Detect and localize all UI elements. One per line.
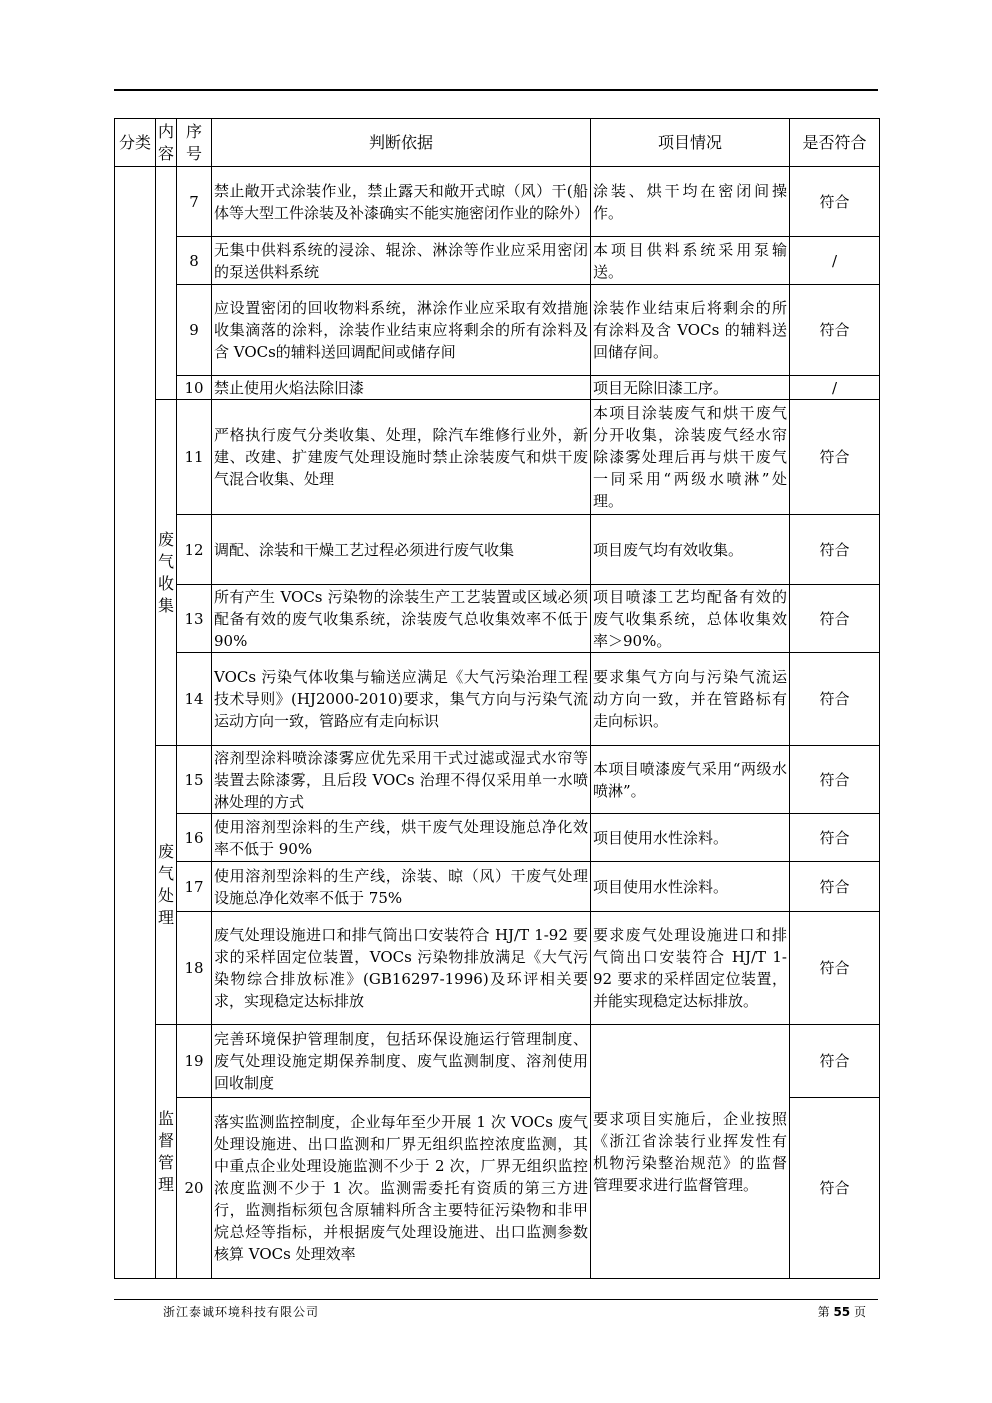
table-row [115, 400, 880, 515]
seq-cell: 11 [177, 400, 212, 515]
situation-cell: 要求废气处理设施进口和排气筒出口安装符合 HJ/T 1-92 要求的采样固定位装置，并能实现稳定达标排放。 [591, 912, 790, 1025]
header-situation: 项目情况 [591, 119, 790, 167]
situation-cell: 项目使用水性涂料。 [591, 862, 790, 912]
table-row [115, 653, 880, 746]
table-row [115, 167, 880, 237]
seq-cell: 7 [177, 167, 212, 237]
basis-cell: 禁止使用火焰法除旧漆 [212, 376, 591, 400]
result-cell: / [790, 237, 880, 285]
category-cell [115, 167, 156, 1279]
situation-cell: 本项目涂装废气和烘干废气分开收集，涂装废气经水帘除漆雾处理后再与烘干废气一同采用“两级水喷淋”处理。 [591, 400, 790, 515]
content-cell-group1 [156, 167, 177, 400]
basis-cell: 废气处理设施进口和排气筒出口安装符合 HJ/T 1-92 要求的采样固定位装置，VOCs 污染物排放满足《大气污染物综合排放标准》(GB16297-1996)及环评相关要求，实现稳定达标排放 [212, 912, 591, 1025]
basis-cell: 应设置密闭的回收物料系统，淋涂作业应采取有效措施收集滴落的涂料，涂装作业结束应将剩余的所有涂料及含 VOCs的辅料送回调配间或储存间 [212, 285, 591, 376]
footer-page-number [818, 1303, 866, 1320]
table-row [115, 814, 880, 862]
result-cell: 符合 [790, 515, 880, 585]
seq-cell: 14 [177, 653, 212, 746]
basis-cell: 严格执行废气分类收集、处理，除汽车维修行业外，新建、改建、扩建废气处理设施时禁止涂装废气和烘干废气混合收集、处理 [212, 400, 591, 515]
compliance-table [114, 118, 880, 1279]
basis-cell: VOCs 污染气体收集与输送应满足《大气污染治理工程技术导则》(HJ2000-2010)要求，集气方向与污染气流运动方向一致，管路应有走向标识 [212, 653, 591, 746]
content-cell-supervision: 监督管理 [156, 1025, 177, 1279]
table-row [115, 862, 880, 912]
header-seq: 序号 [177, 119, 212, 167]
seq-cell: 15 [177, 746, 212, 814]
situation-cell: 项目使用水性涂料。 [591, 814, 790, 862]
table-row [115, 515, 880, 585]
table-row [115, 376, 880, 400]
header-rule [114, 89, 878, 91]
result-cell: 符合 [790, 167, 880, 237]
result-cell: 符合 [790, 912, 880, 1025]
result-cell: 符合 [790, 285, 880, 376]
basis-cell: 无集中供料系统的浸涂、辊涂、淋涂等作业应采用密闭的泵送供料系统 [212, 237, 591, 285]
situation-cell: 本项目喷漆废气采用“两级水喷淋”。 [591, 746, 790, 814]
table-row [115, 237, 880, 285]
footer-rule [114, 1299, 878, 1300]
content-cell-exhaust-collection: 废气收集 [156, 400, 177, 746]
page-suffix: 页 [853, 1305, 866, 1319]
basis-cell: 落实监测监控制度，企业每年至少开展 1 次 VOCs 废气处理设施进、出口监测和厂界无组织监控浓度监测，其中重点企业处理设施监测不少于 2 次，厂界无组织监控浓度监测不少于 1 次。监测需委托有资质的第三方进行，监测指标须包含原辅料所含主要特征污染物和非甲烷总烃等指标，并根据废气处理设施进、出口监测参数核算 VOCs 处理效率 [212, 1098, 591, 1279]
seq-cell: 17 [177, 862, 212, 912]
result-cell: 符合 [790, 1098, 880, 1279]
seq-cell: 10 [177, 376, 212, 400]
result-cell: 符合 [790, 1025, 880, 1098]
table-row [115, 1025, 880, 1098]
page-number: 55 [833, 1305, 851, 1319]
situation-cell: 项目喷漆工艺均配备有效的废气收集系统，总体收集效率＞90%。 [591, 585, 790, 653]
table-row [115, 585, 880, 653]
result-cell: 符合 [790, 746, 880, 814]
seq-cell: 20 [177, 1098, 212, 1279]
basis-cell: 使用溶剂型涂料的生产线，烘干废气处理设施总净化效率不低于 90% [212, 814, 591, 862]
basis-cell: 调配、涂装和干燥工艺过程必须进行废气收集 [212, 515, 591, 585]
situation-cell: 项目无除旧漆工序。 [591, 376, 790, 400]
situation-cell: 项目废气均有效收集。 [591, 515, 790, 585]
situation-cell-shared: 要求项目实施后，企业按照《浙江省涂装行业挥发性有机物污染整治规范》的监督管理要求进行监督管理。 [591, 1025, 790, 1279]
situation-cell: 本项目供料系统采用泵输送。 [591, 237, 790, 285]
seq-cell: 8 [177, 237, 212, 285]
table-header-row [115, 119, 880, 167]
content-cell-exhaust-treatment: 废气处理 [156, 746, 177, 1025]
situation-cell: 要求集气方向与污染气流运动方向一致，并在管路标有走向标识。 [591, 653, 790, 746]
basis-cell: 禁止敞开式涂装作业，禁止露天和敞开式晾（风）干(船体等大型工件涂装及补漆确实不能实施密闭作业的除外） [212, 167, 591, 237]
page-prefix: 第 [817, 1305, 830, 1319]
seq-cell: 18 [177, 912, 212, 1025]
situation-cell: 涂装作业结束后将剩余的所有涂料及含 VOCs 的辅料送回储存间。 [591, 285, 790, 376]
header-content: 内容 [156, 119, 177, 167]
result-cell: / [790, 376, 880, 400]
result-cell: 符合 [790, 862, 880, 912]
basis-cell: 溶剂型涂料喷涂漆雾应优先采用干式过滤或湿式水帘等装置去除漆雾，且后段 VOCs 治理不得仅采用单一水喷淋处理的方式 [212, 746, 591, 814]
basis-cell: 完善环境保护管理制度，包括环保设施运行管理制度、废气处理设施定期保养制度、废气监测制度、溶剂使用回收制度 [212, 1025, 591, 1098]
basis-cell: 使用溶剂型涂料的生产线，涂装、晾（风）干废气处理设施总净化效率不低于 75% [212, 862, 591, 912]
result-cell: 符合 [790, 400, 880, 515]
seq-cell: 9 [177, 285, 212, 376]
footer-company: 浙江泰诚环境科技有限公司 [163, 1305, 320, 1319]
result-cell: 符合 [790, 653, 880, 746]
header-basis: 判断依据 [212, 119, 591, 167]
table-row [115, 746, 880, 814]
situation-cell: 涂装、烘干均在密闭间操作。 [591, 167, 790, 237]
seq-cell: 16 [177, 814, 212, 862]
header-category: 分类 [115, 119, 156, 167]
seq-cell: 12 [177, 515, 212, 585]
table-row [115, 285, 880, 376]
result-cell: 符合 [790, 585, 880, 653]
result-cell: 符合 [790, 814, 880, 862]
header-result: 是否符合 [790, 119, 880, 167]
basis-cell: 所有产生 VOCs 污染物的涂装生产工艺装置或区域必须配备有效的废气收集系统，涂装废气总收集效率不低于 90% [212, 585, 591, 653]
table-row [115, 912, 880, 1025]
seq-cell: 13 [177, 585, 212, 653]
seq-cell: 19 [177, 1025, 212, 1098]
